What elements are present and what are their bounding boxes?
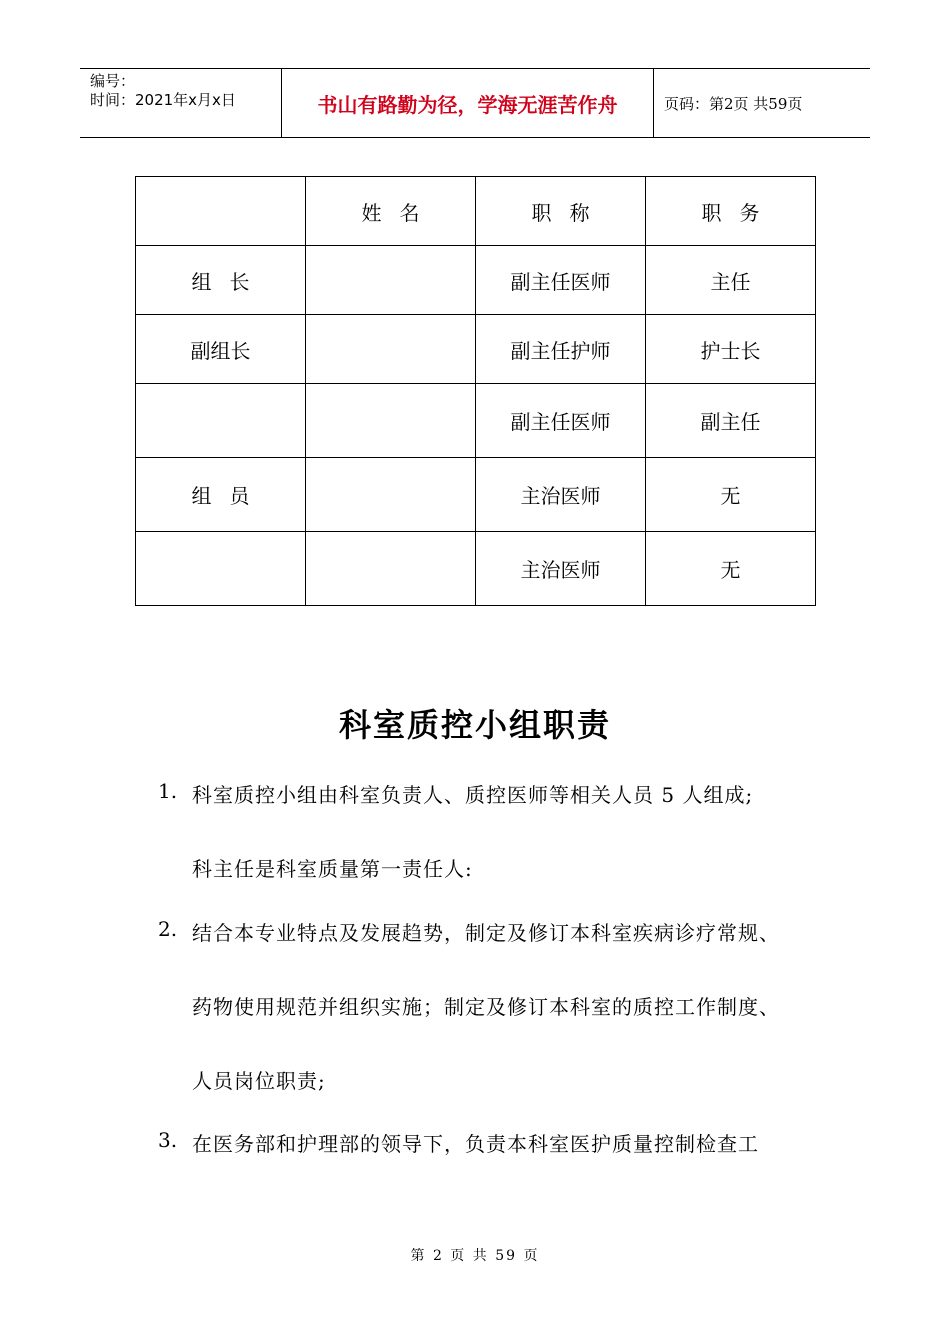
table-cell: 副主任 — [646, 384, 816, 458]
table-cell: 组长 — [136, 246, 306, 315]
item-line: 在医务部和护理部的领导下，负责本科室医护质量控制检查工 — [192, 1132, 759, 1156]
table-cell — [306, 458, 476, 532]
table-cell — [306, 384, 476, 458]
item-number: 2. — [158, 917, 178, 941]
header-motto: 书山有路勤为径，学海无涯苦作舟 — [282, 69, 654, 137]
item-line: 药物使用规范并组织实施；制定及修订本科室的质控工作制度、 — [192, 995, 780, 1019]
section-title: 科室质控小组职责 — [338, 706, 611, 744]
item-line: 人员岗位职责; — [192, 1069, 326, 1093]
header-meta — [80, 69, 282, 137]
table-header-cell: 职称 — [476, 177, 646, 246]
table-cell — [306, 315, 476, 384]
table-cell: 无 — [646, 458, 816, 532]
table-cell: 主治医师 — [476, 458, 646, 532]
item-number: 3. — [158, 1128, 178, 1152]
table-cell: 副主任护师 — [476, 315, 646, 384]
item-number: 1. — [158, 779, 178, 803]
table-cell: 无 — [646, 532, 816, 606]
item-line: 结合本专业特点及发展趋势，制定及修订本科室疾病诊疗常规、 — [192, 921, 780, 945]
table-header-cell: 职务 — [646, 177, 816, 246]
table-row — [136, 384, 816, 458]
table-cell: 主治医师 — [476, 532, 646, 606]
table-cell — [136, 384, 306, 458]
table-cell — [306, 246, 476, 315]
table-cell: 护士长 — [646, 315, 816, 384]
table-row — [136, 315, 816, 384]
number-label: 编号： — [90, 72, 136, 90]
page-header — [80, 68, 870, 138]
table-header-row — [136, 177, 816, 246]
table-header-cell: 姓名 — [306, 177, 476, 246]
table-header-cell — [136, 177, 306, 246]
table-row — [136, 458, 816, 532]
header-page-info: 页码：第2页 共59页 — [664, 94, 803, 113]
table-cell: 组员 — [136, 458, 306, 532]
roster-table — [135, 176, 816, 606]
table-row — [136, 246, 816, 315]
item-line: 科室质控小组由科室负责人、质控医师等相关人员 5 人组成; — [192, 783, 754, 807]
table-row — [136, 532, 816, 606]
table-cell: 副主任医师 — [476, 246, 646, 315]
table-cell — [136, 532, 306, 606]
time-label: 时间：2021年x月x日 — [90, 91, 236, 109]
item-line: 科主任是科室质量第一责任人: — [192, 857, 473, 881]
page-footer: 第 2 页 共 59 页 — [410, 1248, 540, 1264]
table-cell: 副主任医师 — [476, 384, 646, 458]
table-cell: 主任 — [646, 246, 816, 315]
table-cell — [306, 532, 476, 606]
table-cell: 副组长 — [136, 315, 306, 384]
